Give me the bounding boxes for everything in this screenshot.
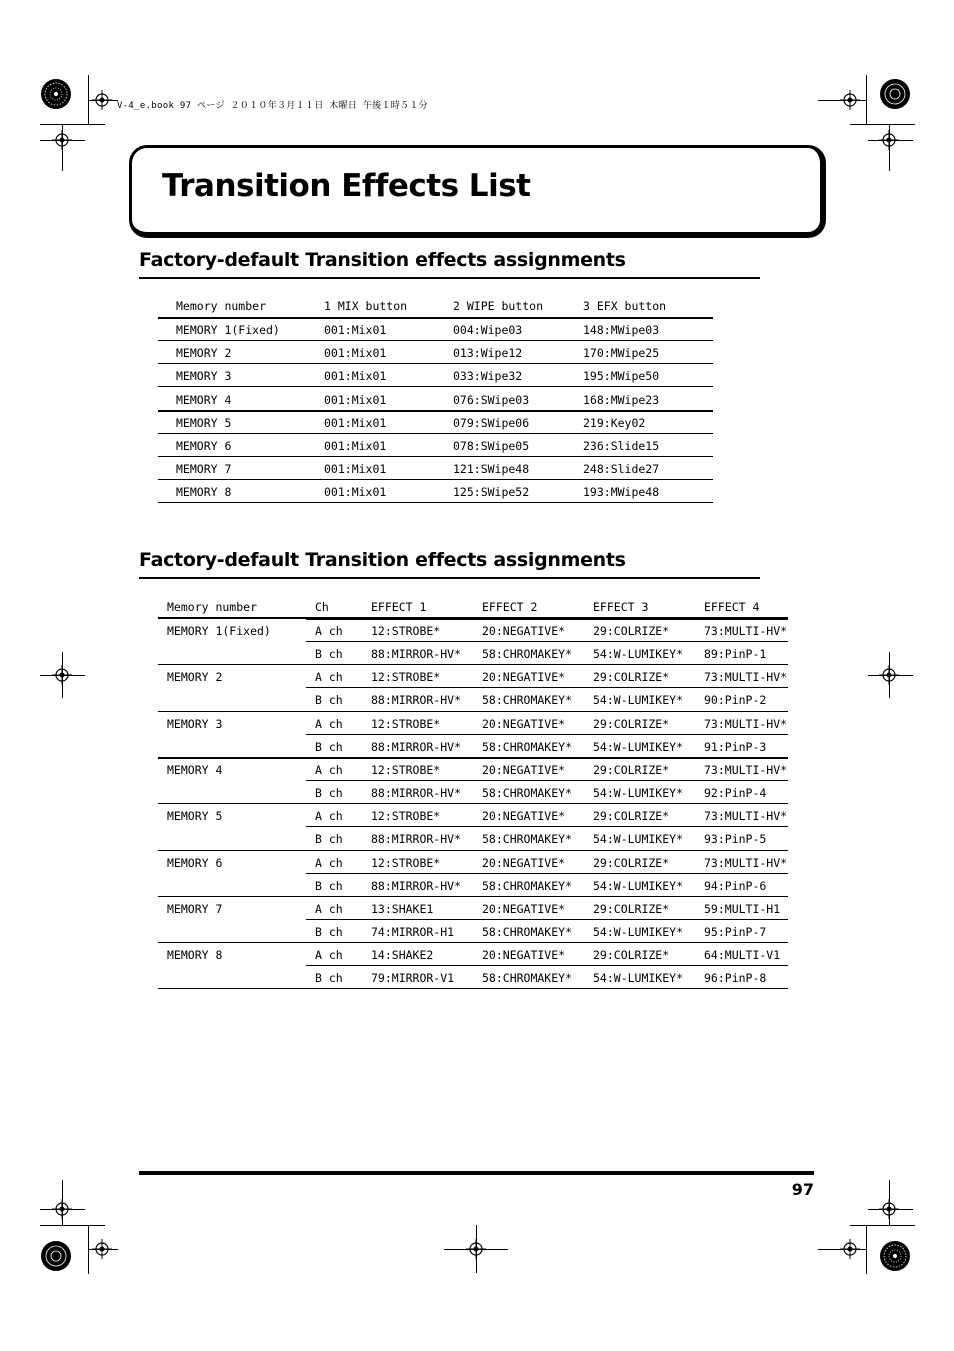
table-cell: 001:Mix01 <box>324 462 387 477</box>
table-cell: 54:W-LUMIKEY* <box>593 786 684 801</box>
table-cell: 64:MULTI-V1 <box>704 948 781 963</box>
table-cell: 001:Mix01 <box>324 346 387 361</box>
table-cell: MEMORY 4 <box>176 392 232 407</box>
table-cell: 29:COLRIZE* <box>593 762 670 777</box>
table-cell: 88:MIRROR-HV* <box>371 832 462 847</box>
table-cell: 12:STROBE* <box>371 855 441 870</box>
table-cell: 168:MWipe23 <box>583 392 660 407</box>
table-sub-rule <box>306 687 788 688</box>
registration-mark-icon <box>52 1199 72 1219</box>
table-cell: 12:STROBE* <box>371 624 441 638</box>
section-rule-2 <box>139 577 760 579</box>
table-cell: B ch <box>315 832 343 847</box>
table-cell: 54:W-LUMIKEY* <box>593 832 684 847</box>
table-cell: 20:NEGATIVE* <box>482 809 566 824</box>
table-cell: 076:SWipe03 <box>453 392 530 407</box>
registration-mark-icon <box>879 665 899 685</box>
table-memory-cell: MEMORY 7 <box>167 901 223 916</box>
table-cell: 001:Mix01 <box>324 485 387 500</box>
section-heading-1: Factory-default Transition effects assignments <box>139 249 626 271</box>
table-cell: 148:MWipe03 <box>583 323 660 337</box>
page-number: 97 <box>791 1180 814 1199</box>
registration-mark-icon <box>52 130 72 150</box>
table-header-cell: 2 WIPE button <box>453 299 544 313</box>
table-cell: 88:MIRROR-HV* <box>371 786 462 801</box>
table-cell: 29:COLRIZE* <box>593 624 670 638</box>
registration-mark-icon <box>840 1239 860 1259</box>
table-cell: B ch <box>315 924 343 939</box>
table-cell: A ch <box>315 716 343 731</box>
table-cell: 88:MIRROR-HV* <box>371 878 462 893</box>
table-memory-cell: MEMORY 6 <box>167 855 223 870</box>
table-cell: MEMORY 2 <box>176 346 232 361</box>
table-cell: MEMORY 6 <box>176 439 232 453</box>
table-cell: 001:Mix01 <box>324 369 387 384</box>
table-row-rule <box>158 479 713 480</box>
table-header-cell: EFFECT 3 <box>593 600 649 614</box>
table-cell: A ch <box>315 901 343 916</box>
table-header-cell: Ch <box>315 600 329 614</box>
table-cell: 29:COLRIZE* <box>593 716 670 731</box>
table-group-rule <box>158 850 788 851</box>
table-cell: MEMORY 5 <box>176 415 232 430</box>
table-cell: 73:MULTI-HV* <box>704 809 788 824</box>
table-cell: 88:MIRROR-HV* <box>371 647 462 662</box>
table-cell: 033:Wipe32 <box>453 369 523 384</box>
table-cell: B ch <box>315 693 343 708</box>
table-row-rule <box>158 410 713 412</box>
table-cell: 94:PinP-6 <box>704 878 767 893</box>
table-cell: A ch <box>315 809 343 824</box>
page-title: Transition Effects List <box>162 168 531 204</box>
table-cell: 079:SWipe06 <box>453 415 530 430</box>
table-row-rule <box>158 386 713 387</box>
section-heading-2: Factory-default Transition effects assignments <box>139 549 626 571</box>
table-header-cell: 1 MIX button <box>324 299 408 313</box>
registration-mark-icon <box>879 130 899 150</box>
table-cell: 12:STROBE* <box>371 762 441 777</box>
registration-mark-icon <box>466 1239 486 1259</box>
table-sub-rule <box>306 641 788 642</box>
table-cell: B ch <box>315 878 343 893</box>
table-cell: A ch <box>315 670 343 685</box>
bullseye-mark-icon <box>879 1240 911 1272</box>
table-group-rule <box>158 942 788 943</box>
table-cell: 58:CHROMAKEY* <box>482 693 573 708</box>
table-header-cell: EFFECT 2 <box>482 600 538 614</box>
table-cell: 58:CHROMAKEY* <box>482 832 573 847</box>
registration-mark-icon <box>92 1239 112 1259</box>
footer-rule <box>139 1171 814 1175</box>
table-cell: 96:PinP-8 <box>704 971 767 986</box>
table-row-rule <box>158 340 713 341</box>
table-sub-rule <box>306 780 788 781</box>
table-cell: 92:PinP-4 <box>704 786 767 801</box>
bullseye-mark-icon <box>40 78 72 110</box>
table-cell: 29:COLRIZE* <box>593 670 670 685</box>
table-cell: 121:SWipe48 <box>453 462 530 477</box>
table-cell: 248:Slide27 <box>583 462 660 477</box>
table-row-rule <box>158 433 713 434</box>
table-cell: A ch <box>315 762 343 777</box>
print-header-meta: V-4_e.book 97 ページ ２０１０年３月１１日 木曜日 午後１時５１分 <box>117 101 428 111</box>
table-cell: 125:SWipe52 <box>453 485 530 500</box>
table-header-cell: Memory number <box>167 600 258 614</box>
table-cell: 90:PinP-2 <box>704 693 767 708</box>
table-cell: 20:NEGATIVE* <box>482 901 566 916</box>
table-cell: 58:CHROMAKEY* <box>482 971 573 986</box>
table-cell: 73:MULTI-HV* <box>704 855 788 870</box>
table-cell: 195:MWipe50 <box>583 369 660 384</box>
table-cell: 59:MULTI-H1 <box>704 901 781 916</box>
table-cell: 73:MULTI-HV* <box>704 716 788 731</box>
table-memory-cell: MEMORY 3 <box>167 716 223 731</box>
bullseye-mark-icon <box>40 1240 72 1272</box>
registration-mark-icon <box>52 665 72 685</box>
table-cell: 193:MWipe48 <box>583 485 660 500</box>
table-cell: 001:Mix01 <box>324 439 387 453</box>
table-header-cell: 3 EFX button <box>583 299 667 313</box>
table-sub-rule <box>306 965 788 966</box>
table-cell: B ch <box>315 786 343 801</box>
table-bottom-rule <box>158 988 788 989</box>
table-cell: 88:MIRROR-HV* <box>371 739 462 754</box>
table-cell: 54:W-LUMIKEY* <box>593 739 684 754</box>
section-rule-1 <box>139 277 760 279</box>
table-cell: 001:Mix01 <box>324 415 387 430</box>
table-cell: B ch <box>315 971 343 986</box>
table-group-rule <box>158 803 788 804</box>
table-cell: MEMORY 7 <box>176 462 232 477</box>
table-memory-cell: MEMORY 2 <box>167 670 223 685</box>
table-cell: 20:NEGATIVE* <box>482 855 566 870</box>
table-cell: 14:SHAKE2 <box>371 948 434 963</box>
table-header-cell: Memory number <box>176 299 267 313</box>
table-cell: 20:NEGATIVE* <box>482 670 566 685</box>
table-cell: 13:SHAKE1 <box>371 901 434 916</box>
table-cell: 29:COLRIZE* <box>593 855 670 870</box>
table-cell: 004:Wipe03 <box>453 323 523 337</box>
table-cell: 20:NEGATIVE* <box>482 716 566 731</box>
table-cell: 29:COLRIZE* <box>593 809 670 824</box>
table-cell: A ch <box>315 624 343 638</box>
table-cell: 29:COLRIZE* <box>593 948 670 963</box>
table-cell: 58:CHROMAKEY* <box>482 786 573 801</box>
table-cell: 54:W-LUMIKEY* <box>593 971 684 986</box>
table-cell: 73:MULTI-HV* <box>704 624 788 638</box>
table-memory-cell: MEMORY 1(Fixed) <box>167 624 271 638</box>
table-memory-cell: MEMORY 5 <box>167 809 223 824</box>
table-cell: 001:Mix01 <box>324 323 387 337</box>
table-sub-rule <box>306 919 788 920</box>
table-cell: 12:STROBE* <box>371 716 441 731</box>
table-cell: 93:PinP-5 <box>704 832 767 847</box>
table-sub-rule <box>306 826 788 827</box>
registration-mark-icon <box>879 1199 899 1219</box>
table-cell: 078:SWipe05 <box>453 439 530 453</box>
table-cell: 58:CHROMAKEY* <box>482 878 573 893</box>
table-cell: 58:CHROMAKEY* <box>482 924 573 939</box>
registration-mark-icon <box>840 90 860 110</box>
table-group-rule <box>158 664 788 665</box>
table-cell: 54:W-LUMIKEY* <box>593 878 684 893</box>
table-cell: B ch <box>315 739 343 754</box>
table-header-cell: EFFECT 4 <box>704 600 760 614</box>
table-cell: 170:MWipe25 <box>583 346 660 361</box>
table-header-cell: EFFECT 1 <box>371 600 427 614</box>
table-header-rule <box>158 617 788 619</box>
table-cell: A ch <box>315 855 343 870</box>
table-cell: 12:STROBE* <box>371 809 441 824</box>
table-cell: 54:W-LUMIKEY* <box>593 693 684 708</box>
table-cell: 88:MIRROR-HV* <box>371 693 462 708</box>
table-cell: 54:W-LUMIKEY* <box>593 647 684 662</box>
registration-mark-icon <box>92 90 112 110</box>
table-cell: 74:MIRROR-H1 <box>371 924 455 939</box>
table-cell: 236:Slide15 <box>583 439 660 453</box>
table-cell: 20:NEGATIVE* <box>482 948 566 963</box>
table-row-rule <box>158 502 713 503</box>
table-cell: 219:Key02 <box>583 415 646 430</box>
table-row-rule <box>158 363 713 364</box>
table-cell: 29:COLRIZE* <box>593 901 670 916</box>
table-header-rule <box>158 317 713 319</box>
table-cell: B ch <box>315 647 343 662</box>
table-cell: 20:NEGATIVE* <box>482 624 566 638</box>
table-cell: 20:NEGATIVE* <box>482 762 566 777</box>
table-cell: 58:CHROMAKEY* <box>482 647 573 662</box>
table-group-rule <box>158 896 788 897</box>
table-cell: MEMORY 1(Fixed) <box>176 323 280 337</box>
table-memory-cell: MEMORY 8 <box>167 948 223 963</box>
table-memory-cell: MEMORY 4 <box>167 762 223 777</box>
table-sub-rule <box>306 873 788 874</box>
table-cell: 58:CHROMAKEY* <box>482 739 573 754</box>
table-group-rule <box>158 757 788 759</box>
table-cell: 013:Wipe12 <box>453 346 523 361</box>
bullseye-mark-icon <box>879 78 911 110</box>
table-sub-rule <box>306 734 788 735</box>
table-cell: 001:Mix01 <box>324 392 387 407</box>
table-cell: 95:PinP-7 <box>704 924 767 939</box>
table-cell: 79:MIRROR-V1 <box>371 971 455 986</box>
table-cell: A ch <box>315 948 343 963</box>
table-cell: 54:W-LUMIKEY* <box>593 924 684 939</box>
table-cell: 73:MULTI-HV* <box>704 762 788 777</box>
table-cell: 12:STROBE* <box>371 670 441 685</box>
table-cell: 91:PinP-3 <box>704 739 767 754</box>
table-cell: 73:MULTI-HV* <box>704 670 788 685</box>
table-group-rule <box>158 711 788 712</box>
table-row-rule <box>158 456 713 457</box>
table-cell: MEMORY 3 <box>176 369 232 384</box>
table-cell: MEMORY 8 <box>176 485 232 500</box>
table-cell: 89:PinP-1 <box>704 647 767 662</box>
